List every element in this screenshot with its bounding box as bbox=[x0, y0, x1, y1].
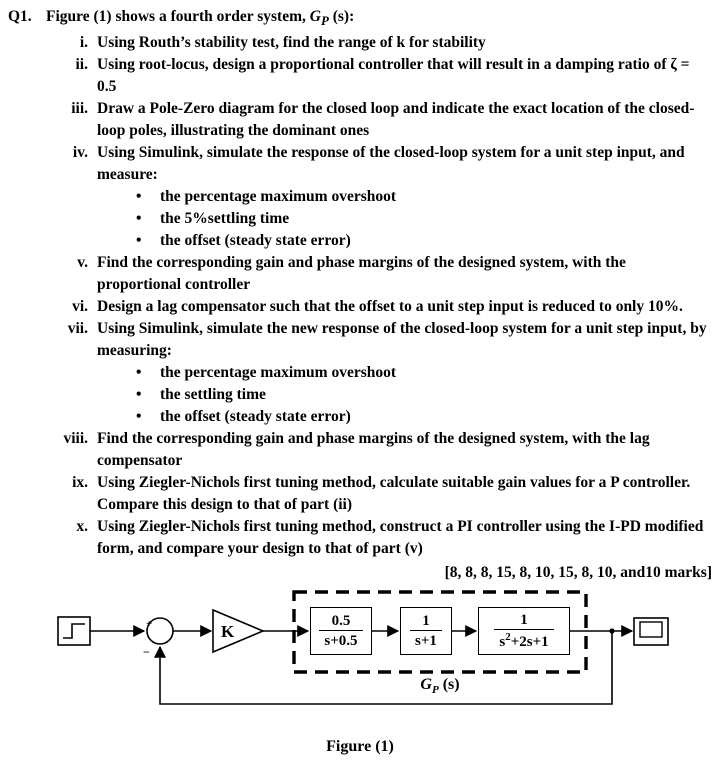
item-text: Using Ziegler-Nichols first tuning method, calculate suitable gain values for a P controller. Compare this design to that of part (ii) bbox=[97, 474, 691, 514]
question-item bbox=[0, 54, 720, 98]
plant-label-symbol bbox=[420, 676, 439, 697]
question-item bbox=[0, 142, 720, 186]
item-text: Draw a Pole-Zero diagram for the closed loop and indicate the exact location of the closed-loop poles, illustrating the dominant ones bbox=[97, 100, 695, 140]
question-item bbox=[0, 428, 720, 472]
item-text: Find the corresponding gain and phase margins of the designed system, with the proportional controller bbox=[97, 254, 626, 294]
bullet-item bbox=[134, 186, 720, 208]
intro-suffix: (s): bbox=[328, 8, 355, 25]
plant-symbol bbox=[309, 8, 329, 29]
question-item bbox=[0, 98, 720, 142]
item-text: Using Simulink, simulate the response of the closed-loop system for a unit step input, and measure: bbox=[97, 144, 685, 184]
bullet-text: the offset (steady state error) bbox=[160, 408, 351, 426]
figure-caption: Figure (1) bbox=[326, 738, 394, 756]
plant-label-g: G bbox=[420, 676, 432, 694]
item-numeral: x. bbox=[76, 518, 88, 536]
question-item bbox=[0, 472, 720, 516]
bullet-item bbox=[134, 362, 720, 384]
scope-screen-icon bbox=[640, 622, 662, 637]
item-numeral: v. bbox=[77, 254, 88, 272]
question-item bbox=[0, 296, 720, 318]
plant-label-sub: P bbox=[431, 684, 439, 697]
bullet-item bbox=[134, 384, 720, 406]
question-number: Q1. bbox=[8, 8, 32, 25]
item-text: Using Routh’s stability test, find the range of k for stability bbox=[97, 34, 486, 52]
tf2-numerator: 1 bbox=[422, 613, 430, 630]
tf3-den-base: s bbox=[499, 634, 506, 651]
item-numeral: ii. bbox=[75, 56, 88, 74]
bullet-item bbox=[134, 230, 720, 252]
item-numeral: vii. bbox=[67, 320, 88, 338]
bullet-dot: • bbox=[136, 188, 142, 206]
bullet-text: the percentage maximum overshoot bbox=[160, 364, 397, 382]
bullet-dot: • bbox=[136, 232, 142, 250]
tf1-numerator: 0.5 bbox=[331, 613, 351, 630]
bullet-dot: • bbox=[136, 210, 142, 228]
bullet-item bbox=[134, 208, 720, 230]
item-text: Using Simulink, simulate the new response of the closed-loop system for a unit step input, by measuring: bbox=[97, 320, 707, 360]
tf3-denominator bbox=[494, 629, 553, 651]
plant-symbol-g: G bbox=[309, 8, 321, 25]
question-item bbox=[0, 516, 720, 560]
intro-prefix: Figure (1) shows a fourth order system, bbox=[46, 8, 310, 25]
tf-block-1 bbox=[310, 607, 372, 655]
plant-label-suffix: (s) bbox=[438, 676, 460, 694]
item-numeral: viii. bbox=[63, 430, 88, 448]
question-item bbox=[0, 252, 720, 296]
question-item bbox=[0, 32, 720, 54]
question-header bbox=[0, 6, 720, 32]
plant-symbol-sub: P bbox=[320, 13, 329, 29]
item-text: Using root-locus, design a proportional controller that will result in a damping ratio of ζ = 0.5 bbox=[97, 56, 690, 96]
item-text: Find the corresponding gain and phase margins of the designed system, with the lag compensator bbox=[97, 430, 650, 470]
sum-plus-sign: + bbox=[146, 618, 153, 631]
item-numeral: iii. bbox=[71, 100, 88, 118]
gain-label: K bbox=[221, 622, 235, 642]
tf3-den-rest: +2s+1 bbox=[510, 634, 549, 651]
step-source-block bbox=[58, 617, 90, 645]
tf-block-2 bbox=[400, 607, 452, 655]
step-waveform-icon bbox=[63, 624, 85, 638]
tf2-denominator: s+1 bbox=[410, 630, 442, 650]
bullet-text: the offset (steady state error) bbox=[160, 232, 351, 250]
marks-line: [8, 8, 8, 15, 8, 10, 15, 8, 10, and10 marks] bbox=[444, 564, 712, 582]
item-text: Design a lag compensator such that the offset to a unit step input is reduced to only 10%. bbox=[97, 298, 683, 316]
bullet-dot: • bbox=[136, 364, 142, 382]
bullet-text: the settling time bbox=[160, 386, 266, 404]
bullet-item bbox=[134, 406, 720, 428]
item-numeral: ix. bbox=[72, 474, 88, 492]
bullet-text: the percentage maximum overshoot bbox=[160, 188, 397, 206]
tf3-den-superscript: 2 bbox=[505, 631, 511, 644]
tf3-numerator: 1 bbox=[520, 612, 528, 629]
sum-minus-sign: − bbox=[143, 645, 150, 660]
tf1-denominator: s+0.5 bbox=[319, 630, 362, 650]
bullet-dot: • bbox=[136, 386, 142, 404]
item-numeral: iv. bbox=[72, 144, 88, 162]
item-text: Using Ziegler-Nichols first tuning method, construct a PI controller using the I-PD modified form, and compare your design to that of part (v) bbox=[97, 518, 704, 558]
question-intro bbox=[46, 6, 720, 32]
tf-block-3 bbox=[478, 607, 570, 655]
bullet-dot: • bbox=[136, 408, 142, 426]
question-item bbox=[0, 318, 720, 362]
plant-label bbox=[390, 676, 490, 696]
item-numeral: vi. bbox=[72, 298, 88, 316]
bullet-text: the 5%settling time bbox=[160, 210, 290, 228]
item-numeral: i. bbox=[79, 34, 88, 52]
block-diagram bbox=[0, 586, 720, 736]
